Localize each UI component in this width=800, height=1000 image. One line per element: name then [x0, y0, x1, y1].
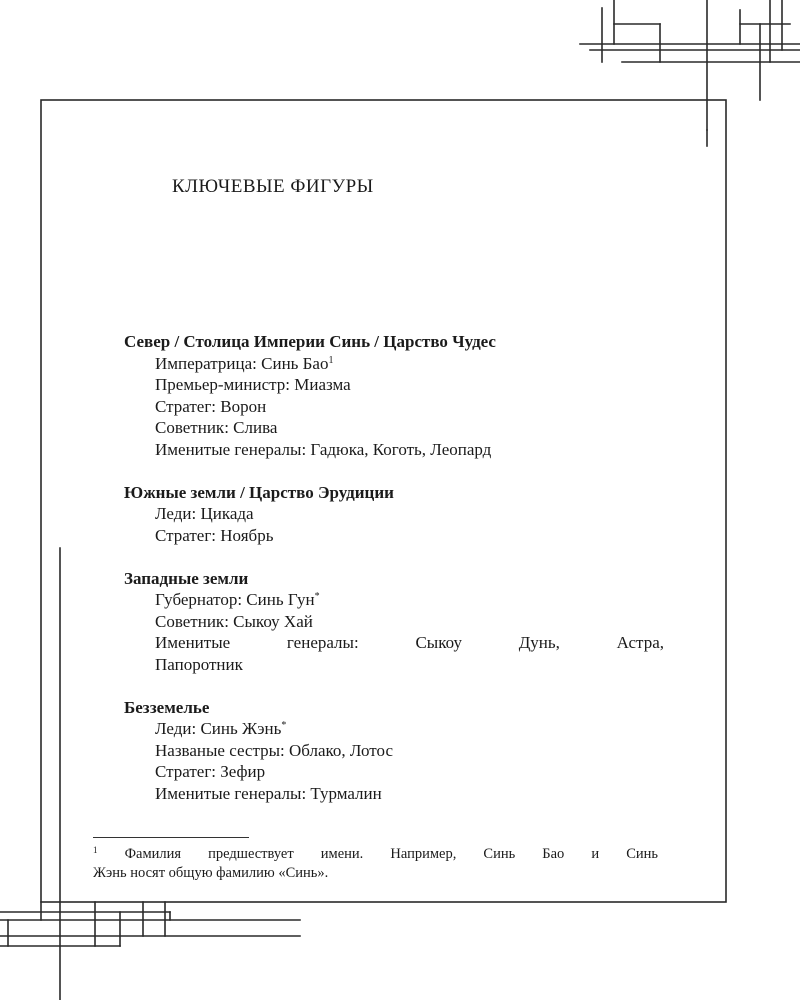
list-item: Стратег: Зефир [155, 762, 266, 781]
page-title: КЛЮЧЕВЫЕ ФИГУРЫ [172, 176, 374, 197]
list-item-continuation: Папоротник [155, 654, 243, 674]
list-item: Советник: Сыкоу Хай [155, 611, 313, 631]
section-landless [124, 697, 664, 805]
list-item: Леди: Цикада [155, 504, 254, 523]
list-item: Премьер-министр: Миазма [155, 375, 351, 394]
footnote-marker: 1 [328, 354, 334, 366]
top-right-lattice-ornament [580, 0, 800, 146]
key-figures-list [124, 331, 664, 826]
section-heading: Южные земли / Царство Эрудиции [124, 482, 394, 502]
section-heading: Север / Столица Империи Синь / Царство Чудес [124, 332, 496, 351]
footnote-number: 1 [93, 845, 98, 855]
list-item: Именитые генералы: Гадюка, Коготь, Леопард [155, 439, 492, 459]
list-item: Советник: Слива [155, 418, 278, 437]
list-item: Именитые генералы: Турмалин [155, 783, 382, 803]
footnote [93, 845, 658, 882]
asterisk-marker: * [281, 720, 287, 731]
list-item: Названые сестры: Облако, Лотос [155, 740, 393, 760]
footnote-line: $^1$ Фамилия предшествует имени. Например, Синь Бао и Синь [93, 845, 658, 862]
section-south [124, 482, 664, 547]
list-item: Леди: Синь Жэнь* [155, 719, 287, 738]
footnote-divider [93, 837, 249, 838]
section-heading: Безземелье [124, 697, 210, 717]
list-item: Губернатор: Синь Гун* [155, 590, 320, 609]
list-item: Стратег: Ноябрь [155, 525, 274, 545]
section-heading: Западные земли [124, 568, 249, 588]
list-item: Именитые генералы: Сыкоу Дунь, Астра, [155, 633, 664, 652]
footnote-line: Жэнь носят общую фамилию «Синь». [93, 864, 329, 881]
list-item: Стратег: Ворон [155, 396, 267, 416]
section-north [124, 331, 664, 460]
section-west [124, 568, 664, 676]
asterisk-marker: * [314, 591, 320, 602]
list-item: Императрица: Синь Бао$^1$ [155, 353, 334, 373]
